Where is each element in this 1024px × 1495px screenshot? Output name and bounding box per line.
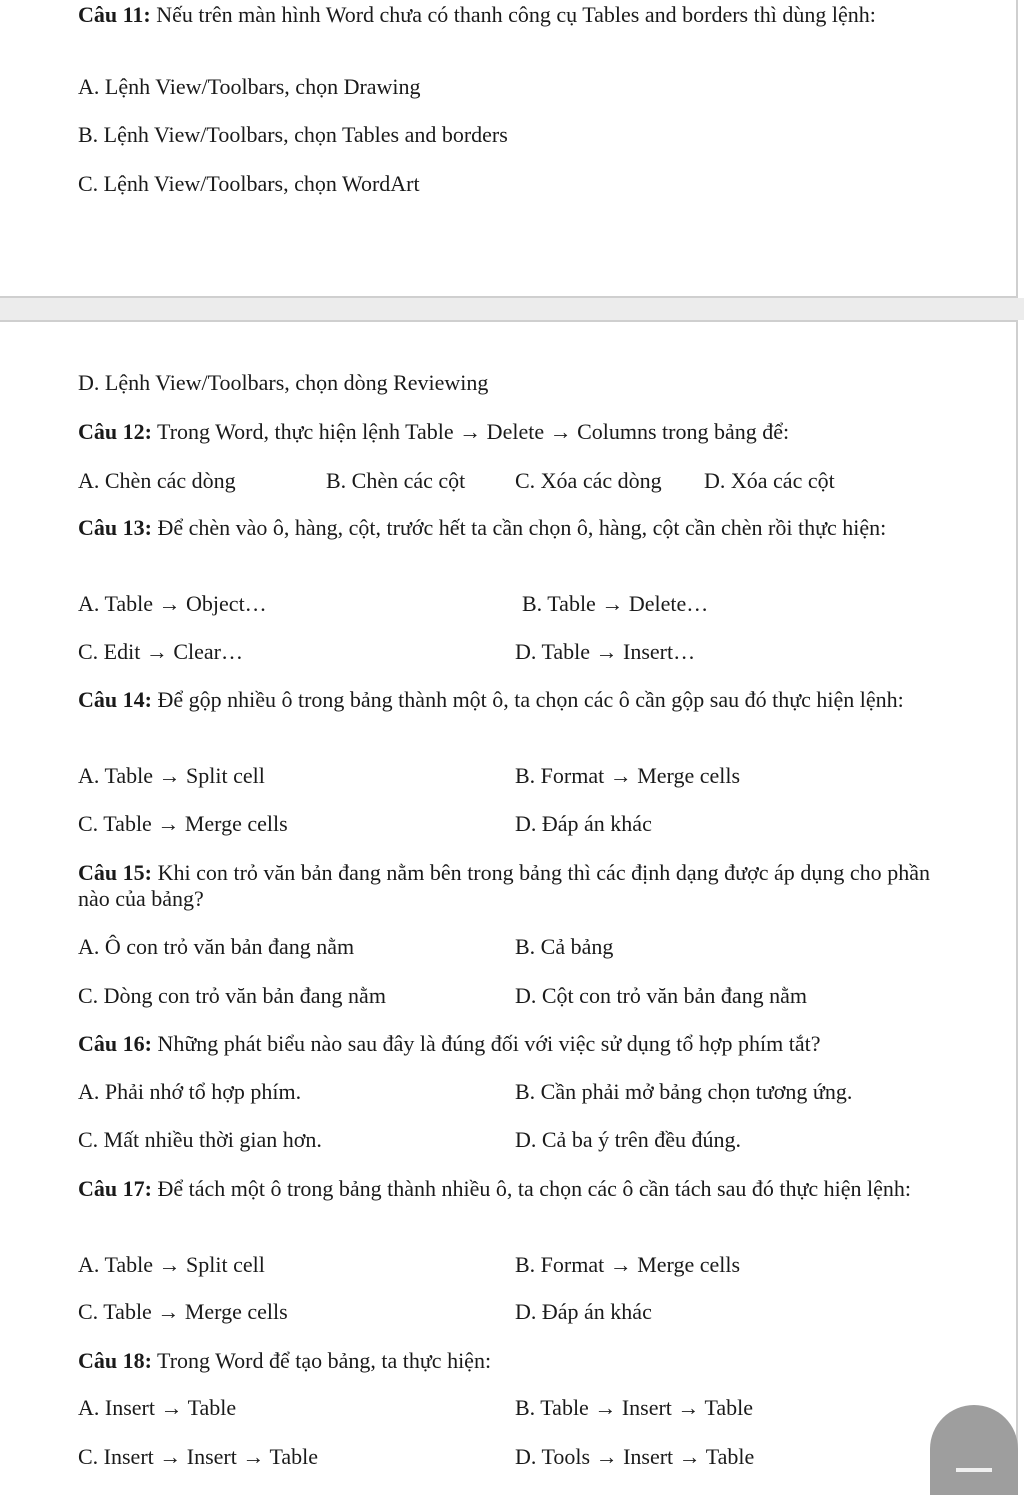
- q13-option-a: A. Table → Object…: [78, 591, 267, 616]
- q14-option-c: C. Table → Merge cells: [78, 811, 288, 836]
- q16-option-c: C. Mất nhiều thời gian hơn.: [78, 1127, 322, 1152]
- q13-option-d: D. Table → Insert…: [515, 639, 696, 664]
- q11-option-c: C. Lệnh View/Toolbars, chọn WordArt: [78, 171, 420, 196]
- q18-option-d: D. Tools → Insert → Table: [515, 1444, 755, 1469]
- q11-option-a: A. Lệnh View/Toolbars, chọn Drawing: [78, 74, 421, 99]
- question-14: Câu 14: Để gộp nhiều ô trong bảng thành một ô, ta chọn các ô cần gộp sau đó thực hiện lệnh:: [78, 687, 904, 712]
- q16-option-b: B. Cần phải mở bảng chọn tương ứng.: [515, 1079, 853, 1104]
- q13-option-b: B. Table → Delete…: [522, 591, 709, 616]
- q12-option-b: B. Chèn các cột: [326, 468, 466, 493]
- q15-option-b: B. Cả bảng: [515, 934, 614, 959]
- q17-option-d: D. Đáp án khác: [515, 1299, 652, 1324]
- question-16: Câu 16: Những phát biểu nào sau đây là đúng đối với việc sử dụng tổ hợp phím tắt?: [78, 1031, 821, 1056]
- q18-option-b: B. Table → Insert → Table: [515, 1395, 754, 1420]
- q17-option-b: B. Format → Merge cells: [515, 1252, 741, 1277]
- q14-option-a: A. Table → Split cell: [78, 763, 265, 788]
- q15-option-a: A. Ô con trỏ văn bản đang nằm: [78, 934, 355, 959]
- handle-grip-icon: [956, 1468, 992, 1472]
- q16-option-a: A. Phải nhớ tổ hợp phím.: [78, 1079, 302, 1104]
- q14-option-d: D. Đáp án khác: [515, 811, 652, 836]
- q12-option-a: A. Chèn các dòng: [78, 468, 236, 493]
- q18-option-a: A. Insert → Table: [78, 1395, 237, 1420]
- q17-option-c: C. Table → Merge cells: [78, 1299, 288, 1324]
- document-page-1: [0, 0, 1018, 298]
- q17-option-a: A. Table → Split cell: [78, 1252, 265, 1277]
- question-15: Câu 15: Khi con trỏ văn bản đang nằm bên trong bảng thì các định dạng được áp dụng cho phần nào của bảng?: [78, 860, 930, 911]
- question-12: Câu 12: Trong Word, thực hiện lệnh Table → Delete → Columns trong bảng để:: [78, 419, 790, 444]
- question-18: Câu 18: Trong Word để tạo bảng, ta thực hiện:: [78, 1348, 492, 1373]
- q11-option-b: B. Lệnh View/Toolbars, chọn Tables and borders: [78, 122, 508, 147]
- q13-option-c: C. Edit → Clear…: [78, 639, 243, 664]
- q15-option-c: C. Dòng con trỏ văn bản đang nằm: [78, 983, 386, 1008]
- q16-option-d: D. Cả ba ý trên đều đúng.: [515, 1127, 742, 1152]
- question-11: Câu 11: Nếu trên màn hình Word chưa có thanh công cụ Tables and borders thì dùng lệnh:: [78, 2, 876, 27]
- page-break-gap: [0, 298, 1024, 320]
- q12-option-d: D. Xóa các cột: [704, 468, 835, 493]
- q12-option-c: C. Xóa các dòng: [515, 468, 662, 493]
- question-13: Câu 13: Để chèn vào ô, hàng, cột, trước hết ta cần chọn ô, hàng, cột cần chèn rồi thực hiện:: [78, 515, 887, 540]
- question-17: Câu 17: Để tách một ô trong bảng thành nhiều ô, ta chọn các ô cần tách sau đó thực hiện lệnh:: [78, 1176, 912, 1201]
- q15-option-d: D. Cột con trỏ văn bản đang nằm: [515, 983, 808, 1008]
- scroll-handle[interactable]: [930, 1405, 1018, 1495]
- q11-option-d: D. Lệnh View/Toolbars, chọn dòng Reviewing: [78, 370, 489, 395]
- q18-option-c: C. Insert → Insert → Table: [78, 1444, 319, 1469]
- q14-option-b: B. Format → Merge cells: [515, 763, 741, 788]
